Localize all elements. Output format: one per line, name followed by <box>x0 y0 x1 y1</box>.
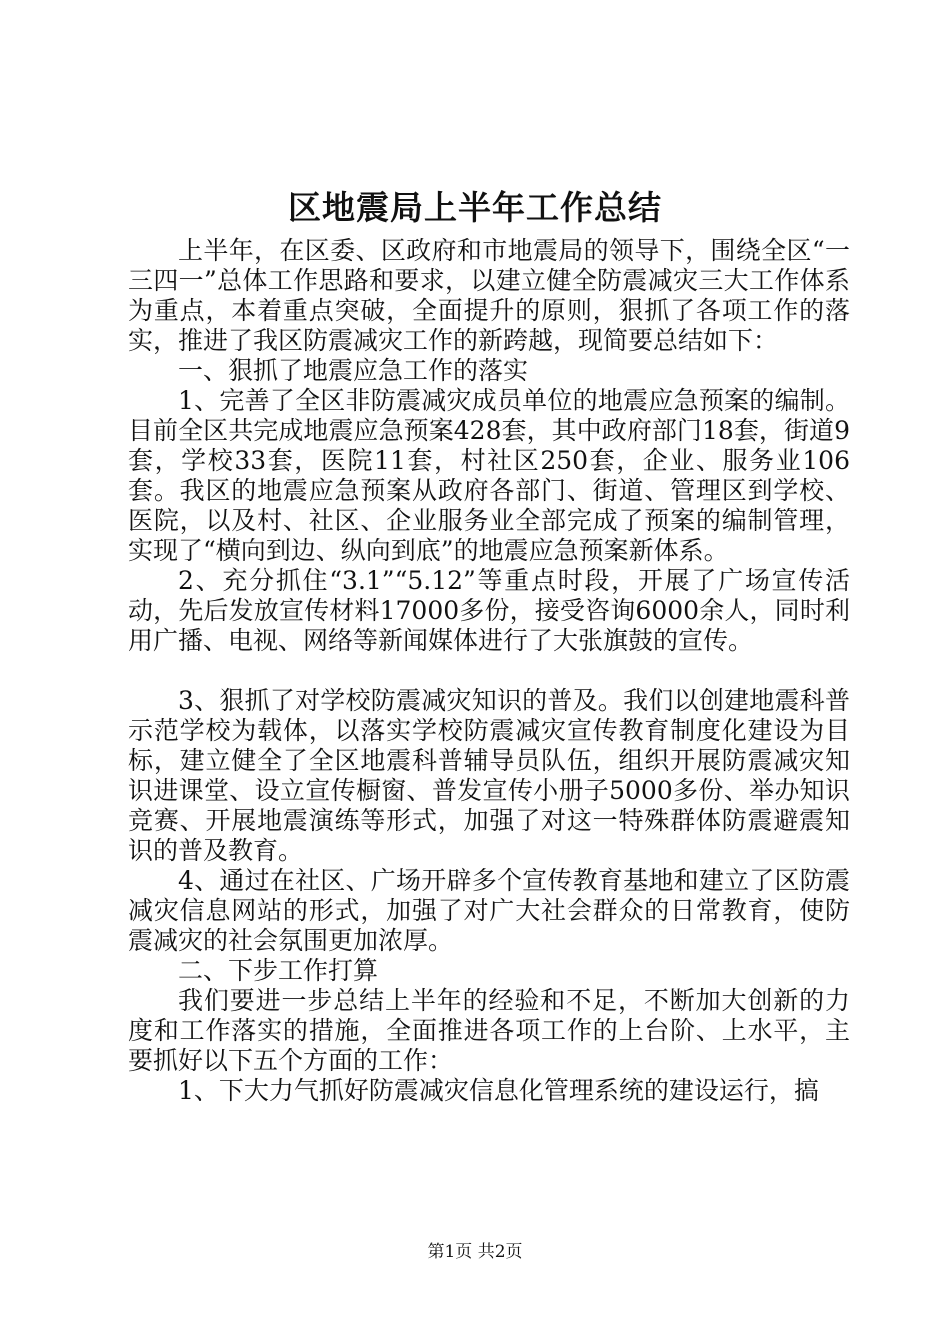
paragraph-item-4: 4、通过在社区、广场开辟多个宣传教育基地和建立了区防震减灾信息网站的形式，加强了对广大社会群众的日常教育，使防震减灾的社会氛围更加浓厚。 <box>128 866 850 955</box>
paragraph-item-2: 2、充分抓住“3.1”“5.12”等重点时段，开展了广场宣传活动，先后发放宣传材料17000多份，接受咨询6000余人，同时利用广播、电视、网络等新闻媒体进行了大张旗鼓的宣传。 <box>128 566 850 655</box>
plan-item-1: 1、下大力气抓好防震减灾信息化管理系统的建设运行，搞 <box>178 1076 819 1105</box>
paragraph-item-1: 1、完善了全区非防震减灾成员单位的地震应急预案的编制。目前全区共完成地震应急预案428套，其中政府部门18套，街道9套，学校33套，医院11套，村社区250套，企业、服务业106套。我区的地震应急预案从政府各部门、街道、管理区到学校、医院，以及村、社区、企业服务业全部完成了预案的编制管理，实现了“横向到边、纵向到底”的地震应急预案新体系。 <box>128 386 850 565</box>
plan-intro-paragraph: 我们要进一步总结上半年的经验和不足，不断加大创新的力度和工作落实的措施，全面推进各项工作的上台阶、上水平，主要抓好以下五个方面的工作： <box>128 986 850 1075</box>
section-heading-1: 一、狠抓了地震应急工作的落实 <box>178 356 529 385</box>
paragraph-item-3: 3、狠抓了对学校防震减灾知识的普及。我们以创建地震科普示范学校为载体，以落实学校防震减灾宣传教育制度化建设为目标，建立健全了全区地震科普辅导员队伍，组织开展防震减灾知识进课堂、设立宣传橱窗、普发宣传小册子5000多份、举办知识竞赛、开展地震演练等形式，加强了对这一特殊群体防震避震知识的普及教育。 <box>128 686 850 865</box>
intro-paragraph: 上半年，在区委、区政府和市地震局的领导下，围绕全区“一三四一”总体工作思路和要求，以建立健全防震减灾三大工作体系为重点，本着重点突破，全面提升的原则，狠抓了各项工作的落实，推进了我区防震减灾工作的新跨越，现简要总结如下： <box>128 236 850 355</box>
document-title: 区地震局上半年工作总结 <box>288 188 662 227</box>
document-body <box>128 236 850 1106</box>
section-heading-2: 二、下步工作打算 <box>178 956 379 985</box>
page-footer: 第1页 共2页 <box>427 1242 523 1262</box>
